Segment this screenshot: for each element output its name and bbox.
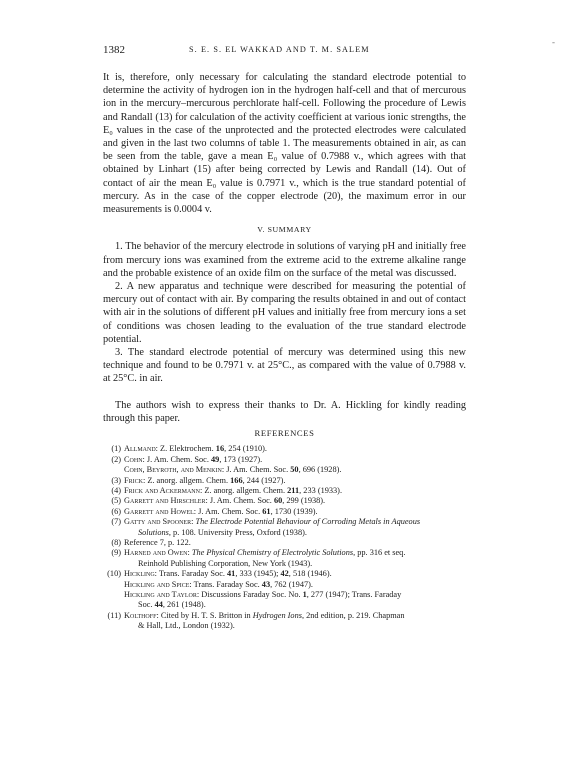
references-heading: REFERENCES (254, 428, 315, 439)
references-list (103, 444, 466, 631)
reference-item: (7) Gatty and Spooner: The Electrode Potential Behaviour of Corroding Metals in Aqueous Solutions, p. 108. University Press, Oxford (1938). (111, 517, 421, 537)
page-number: 1382 (103, 44, 125, 56)
reference-item: (1) Allmand: Z. Elektrochem. 16, 254 (1910). (111, 444, 267, 454)
summary-item: 2. A new apparatus and technique were described for measuring the potential of mercury out of contact with air. By comparing the results obtained in and out of contact with air in the solutions of different pH values and initially free from mercury ions a set of conditions was chosen leading to the evaluation of the true standard electrode potential. (103, 281, 466, 345)
summary-item: 1. The behavior of the mercury electrode in solutions of varying pH and initially free from mercury ions was examined from the extreme acid to the extreme alkaline range and the probable existence of an oxide film on the surface of the metal was discussed. (103, 241, 466, 279)
reference-item: (9) Harned and Owen: The Physical Chemistry of Electrolytic Solutions, pp. 316 et seq. Reinhold Publishing Corporation, New York (1943). (111, 548, 406, 568)
intro-line: at various ionic strengths, the E₀ values in the case of the unprotected and the (103, 111, 467, 136)
intro-line: protected electrodes were calculated and given in the last two columns of table 1. (103, 124, 466, 150)
intro-line: corrected by Lewis and Randall (14). Out of contact of air the mean E₀ value is (103, 164, 466, 189)
reference-item: (4) Frick and Ackermann: Z. anorg. allgem. Chem. 211, 233 (1933). (111, 485, 343, 495)
reference-item: (11) Kolthoff: Cited by H. T. S. Britton in Hydrogen Ions, 2nd edition, p. 219. Chapman & Hall, Ltd., London (1932). (107, 610, 405, 631)
intro-line: value of 0.7988 v., which agrees with that obtained by Linhart (15) after being (103, 151, 466, 176)
reference-subitem: Cohn, Beyroth, and Menkin: J. Am. Chem. Soc. 50, 696 (1928). (124, 465, 342, 475)
intro-line: procedure of Lewis and Randall (13) for calculation of the activity coefficient (103, 98, 466, 123)
reference-item: (3) Frick: Z. anorg. allgem. Chem. 166, 244 (1927). (111, 475, 286, 485)
intro-line: to determine the activity of hydrogen ion in the hydrogen half-cell and that of (103, 72, 466, 97)
reference-item: (6) Garrett and Howel: J. Am. Chem. Soc. 61, 1730 (1939). (111, 506, 318, 516)
intro-line: The measurements obtained in air, as can be seen from the table, gave a mean E₀ (103, 138, 466, 163)
intro-line: 0.7971 v., which is the true standard potential of mercury. As in the case of the (103, 177, 466, 202)
running-title: S. E. S. EL WAKKAD AND T. M. SALEM (189, 45, 370, 54)
reference-item: (10) Hickling: Trans. Faraday Soc. 41, 333 (1945); 42, 518 (1946). Hickling and Spice: Trans. Faraday Soc. 43, 762 (1947). Hickling and Taylor: Discussions Faraday Soc. No. 1, 277 (1947); Trans. Faraday Soc. 44, 261 (1948). (107, 569, 402, 610)
page-header (103, 44, 466, 58)
intro-line: mercurous ion in the mercury–mercurous perchlorate half-cell. Following the (103, 85, 466, 110)
acknowledgement: The authors wish to express their thanks to Dr. A. Hickling for kindly reading through this paper. (103, 399, 466, 424)
intro-paragraph (103, 71, 466, 216)
article-body (103, 71, 466, 632)
corner-mark: - (552, 37, 555, 47)
reference-item: (8) Reference 7, p. 122. (111, 537, 191, 547)
summary-heading: V. SUMMARY (257, 225, 312, 235)
reference-item: (5) Garrett and Hirschler: J. Am. Chem. Soc. 60, 299 (1938). (111, 496, 326, 506)
intro-line: copper electrode (20), the maximum error in our measurements is 0.0004 v. (103, 190, 466, 216)
summary-item: 3. The standard electrode potential of mercury was determined using this new technique and found to be 0.7971 v. at 25°C., as compared with the value of 0.7988 v. at 25°C. in air. (103, 347, 466, 385)
reference-item: (2) Cohn: J. Am. Chem. Soc. 49, 173 (1927). Cohn, Beyroth, and Menkin: J. Am. Chem. Soc. 50, 696 (1928). (103, 455, 466, 476)
intro-line: It is, therefore, only necessary for calculating the standard electrode potential (103, 72, 458, 83)
